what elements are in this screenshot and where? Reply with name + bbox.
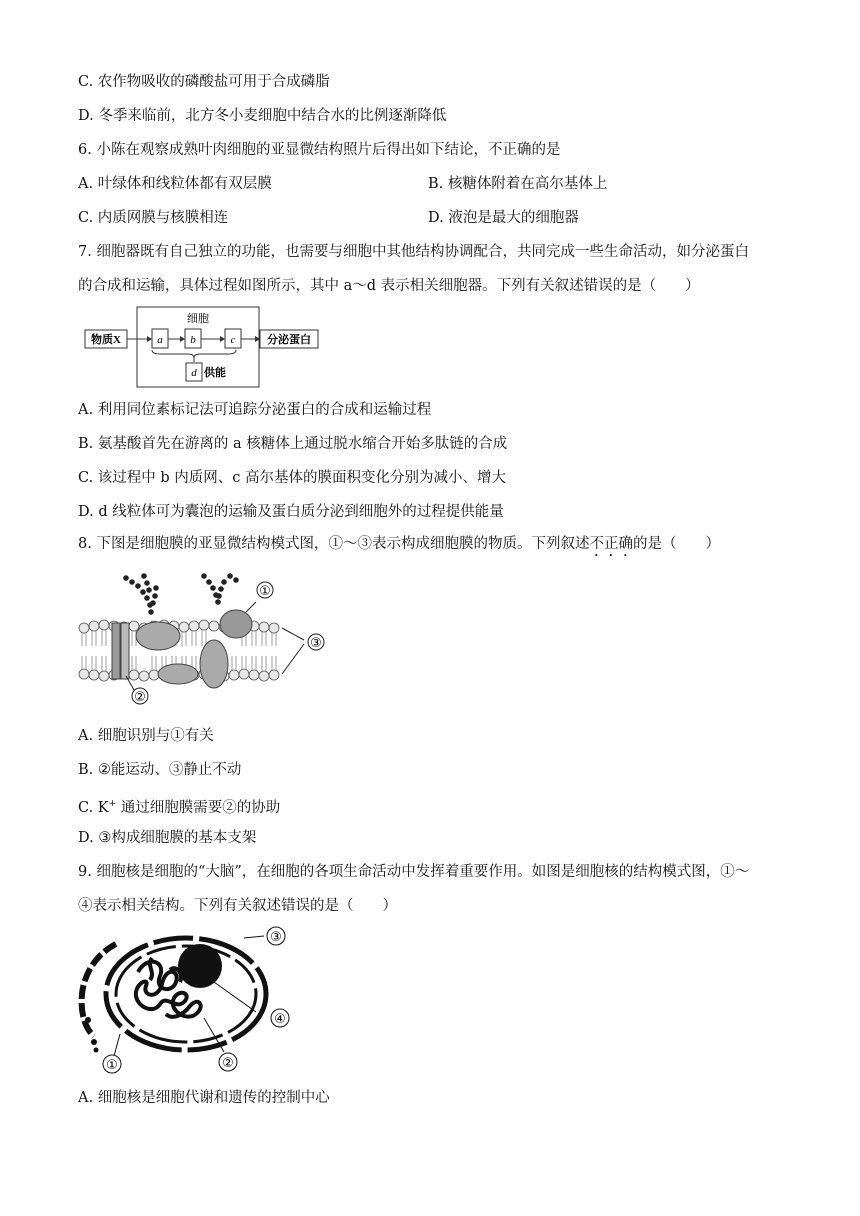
- q8c-tail: 通过细胞膜需要②的协助: [116, 799, 281, 816]
- organelle-c-label: c: [230, 334, 236, 346]
- label-3: ③: [310, 636, 322, 651]
- label-3: ③: [270, 930, 282, 945]
- q8-option-a: A. 细胞识别与①有关: [78, 728, 214, 744]
- q7-stem-line1: 7. 细胞器既有自己独立的功能，也需要与细胞中其他结构协调配合，共同完成一些生命活动，如分泌蛋白: [78, 244, 749, 260]
- q9-stem-line2: ④表示相关结构。下列有关叙述错误的是（ ）: [78, 898, 397, 914]
- q8-stem-tail: 的是（ ）: [632, 536, 720, 552]
- q5-option-d: D. 冬季来临前，北方冬小麦细胞中结合水的比例逐渐降低: [78, 108, 447, 124]
- q8-stem: [78, 534, 720, 560]
- q8c-superscript: +: [108, 799, 117, 809]
- nucleus-diagram: [76, 924, 298, 1074]
- organelle-d-label: d: [191, 367, 197, 379]
- organelle-a-label: a: [157, 334, 163, 346]
- label-1: ①: [106, 1058, 118, 1073]
- q5-option-c: C. 农作物吸收的磷酸盐可用于合成磷脂: [78, 74, 330, 90]
- cell-label: 细胞: [187, 313, 209, 325]
- energy-label: 供能: [204, 367, 226, 379]
- q9-stem-line1: 9. 细胞核是细胞的“大脑”，在细胞的各项生命活动中发挥着重要作用。如图是细胞核的结构模式图，①～: [78, 864, 750, 880]
- q6-option-d: D. 液泡是最大的细胞器: [428, 210, 579, 226]
- q8-option-d: D. ③构成细胞膜的基本支架: [78, 830, 257, 846]
- q8-stem-text: 8. 下图是细胞膜的亚显微结构模式图，①～③表示构成细胞膜的物质。下列叙述: [78, 536, 590, 552]
- q8-option-c: [78, 794, 280, 818]
- q7-stem-line2: 的合成和运输，具体过程如图所示，其中 a～d 表示相关细胞器。下列有关叙述错误的是（ ）: [78, 278, 700, 294]
- q7-option-b: B. 氨基酸首先在游离的 a 核糖体上通过脱水缩合开始多肽链的合成: [78, 436, 508, 452]
- q6-option-b: B. 核糖体附着在高尔基体上: [428, 176, 608, 192]
- secretory-protein-label: 分泌蛋白: [267, 334, 311, 346]
- q7-option-a: A. 利用同位素标记法可追踪分泌蛋白的合成和运输过程: [78, 402, 432, 418]
- q7-option-d: D. d 线粒体可为囊泡的运输及蛋白质分泌到细胞外的过程提供能量: [78, 504, 504, 520]
- label-4: ④: [274, 1012, 286, 1027]
- q9-option-a: A. 细胞核是细胞代谢和遗传的控制中心: [78, 1090, 330, 1106]
- q8c-text: C. K: [78, 799, 109, 816]
- q6-option-a: A. 叶绿体和线粒体都有双层膜: [78, 176, 272, 192]
- q8-option-b: B. ②能运动、③静止不动: [78, 762, 242, 778]
- q8-emphasis: 不正确: [589, 536, 633, 552]
- secretion-pathway-diagram: [84, 306, 324, 390]
- organelle-b-label: b: [190, 334, 196, 346]
- q6-option-c: C. 内质网膜与核膜相连: [78, 210, 229, 226]
- cell-membrane-diagram: [76, 568, 332, 708]
- substance-x-label: 物质X: [91, 334, 121, 346]
- label-2: ②: [222, 1056, 234, 1071]
- q6-stem: 6. 小陈在观察成熟叶肉细胞的亚显微结构照片后得出如下结论，不正确的是: [78, 142, 561, 158]
- label-2: ②: [134, 690, 146, 705]
- label-1: ①: [259, 584, 271, 599]
- q7-option-c: C. 该过程中 b 内质网、c 高尔基体的膜面积变化分别为减小、增大: [78, 470, 507, 486]
